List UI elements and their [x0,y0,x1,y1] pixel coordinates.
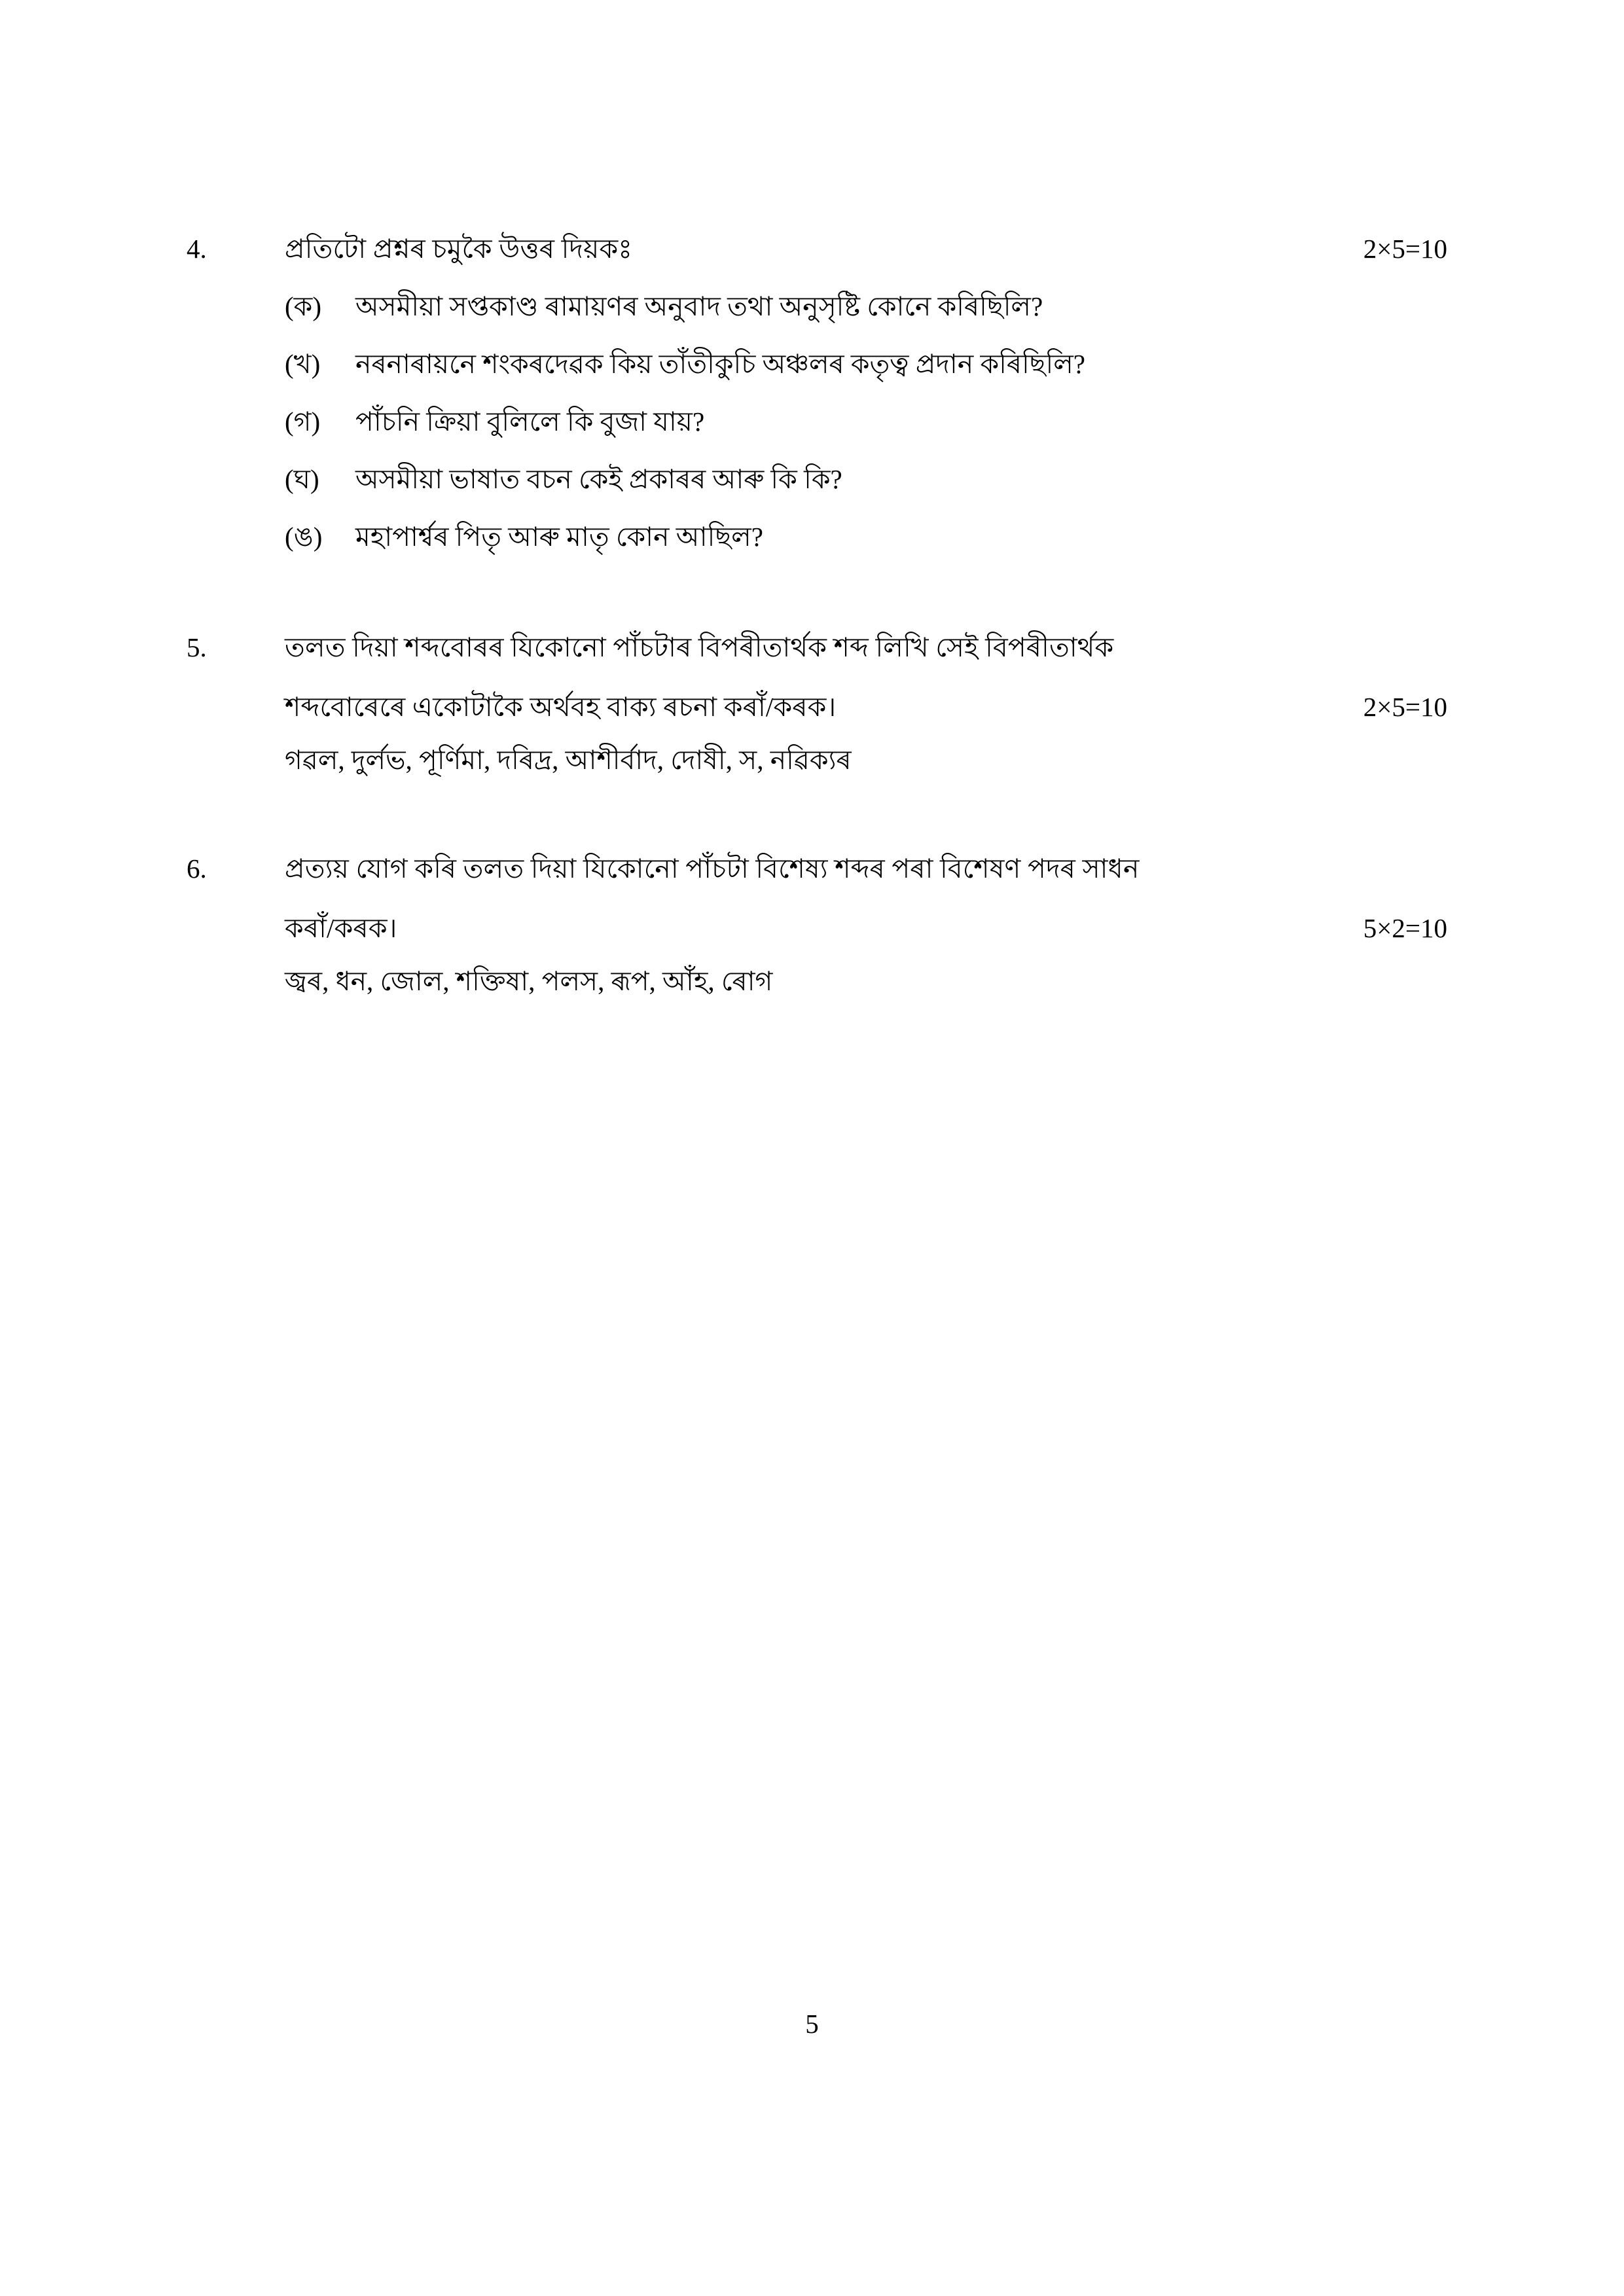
subquestion-item-una [285,524,1447,550]
question-stem-text-5-line-2: শব্দবোৰেৰে একোটাকৈ অৰ্থবহ বাক্য ৰচনা কৰাঁ/কৰক। [285,692,837,722]
question-stem-5-line-2 [285,694,1447,721]
question-stem-6-line-1 [285,855,1447,882]
subquestion-label-una: (ঙ) [285,522,323,552]
subquestion-list-4 [285,293,1447,550]
subquestion-text-kha: নৰনাৰায়নে শংকৰদেৱক কিয় তাঁতীকুচি অঞ্চলৰ কতৃত্ব প্ৰদান কৰিছিলি? [355,349,1085,379]
subquestion-item-kha [285,351,1447,378]
subquestion-label-gha: (ঘ) [285,464,319,494]
question-marks-5: 2×5=10 [1363,692,1447,722]
question-number-5: 5. [187,632,207,662]
question-stem-text-5-line-1: তলত দিয়া শব্দবোৰৰ যিকোনো পাঁচটাৰ বিপৰীতাৰ্থক শব্দ লিখি সেই বিপৰীতাৰ্থক [285,632,1114,662]
subquestion-text-ka: অসমীয়া সপ্তকাণ্ড ৰামায়ণৰ অনুবাদ তথা অনুসৃষ্টি কোনে কৰিছিলি? [355,291,1043,321]
question-wordlist-6: জ্বৰ, ধন, জোল, শক্তিষা, পলস, ৰূপ, আঁহ, ৰোগ [285,966,773,996]
question-marks-4: 2×5=10 [1363,234,1447,264]
spacer-before-question-6 [0,774,1624,855]
subquestion-text-una: মহাপাৰ্শ্বৰ পিতৃ আৰু মাতৃ কোন আছিল? [355,522,763,552]
question-body-6 [285,855,1447,995]
page-number: 5 [805,2009,819,2039]
question-marks-6: 5×2=10 [1363,913,1447,943]
question-body-4 [285,236,1447,550]
question-wordlist-5: গৱল, দুৰ্লভ, পূৰ্ণিমা, দৰিদ্ৰ, আশীৰ্বাদ, দোষী, স, নৱিক্যৰ [285,745,852,775]
subquestion-label-ka: (ক) [285,291,321,321]
spacer-before-question-5 [0,550,1624,634]
subquestion-label-ga: (গ) [285,406,321,437]
question-block-4 [0,236,1624,550]
question-stem-4 [285,236,1447,262]
question-stem-6-line-2 [285,915,1447,942]
question-stem-text-4: প্ৰতিটো প্ৰশ্নৰ চমুকৈ উত্তৰ দিয়কঃ [285,234,633,264]
page-content [0,236,1624,995]
question-body-5 [285,634,1447,774]
subquestion-item-gha [285,466,1447,493]
subquestion-item-ka [285,293,1447,320]
question-block-5 [0,634,1624,774]
question-stem-text-6-line-2: কৰাঁ/কৰক। [285,913,397,943]
question-number-6: 6. [187,853,207,884]
question-number-4: 4. [187,234,207,264]
question-stem-5-line-1 [285,634,1447,661]
question-block-6 [0,855,1624,995]
subquestion-item-ga [285,408,1447,435]
question-stem-text-6-line-1: প্ৰত্যয় যোগ কৰি তলত দিয়া যিকোনো পাঁচটা বিশেষ্য শব্দৰ পৰা বিশেষণ পদৰ সাধন [285,853,1140,884]
subquestion-text-ga: পাঁচনি ক্ৰিয়া বুলিলে কি বুজা যায়? [355,406,705,437]
subquestion-text-gha: অসমীয়া ভাষাত বচন কেই প্ৰকাৰৰ আৰু কি কি? [355,464,842,494]
subquestion-label-kha: (খ) [285,349,321,379]
